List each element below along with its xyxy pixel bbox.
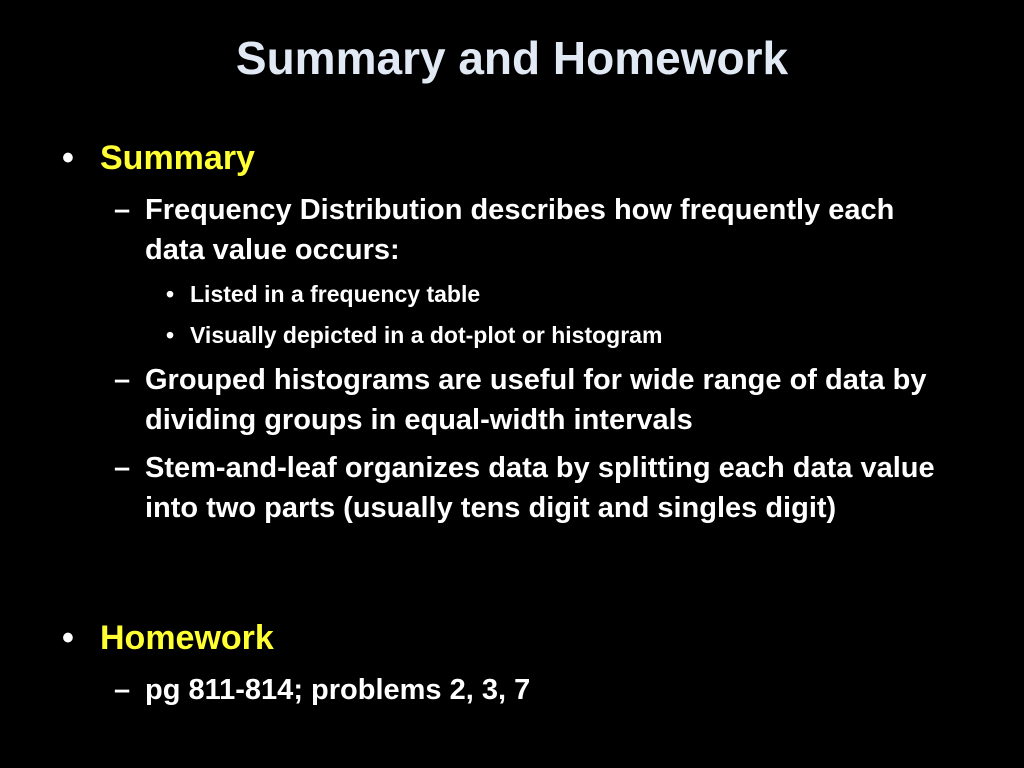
summary-point <box>0 360 955 440</box>
summary-subpoint <box>0 318 1024 352</box>
homework-heading: Homework <box>100 619 274 657</box>
summary-point <box>0 190 955 270</box>
summary-heading-item <box>0 134 1024 182</box>
dash-marker: – <box>114 364 131 396</box>
summary-point-text: Stem-and-leaf organizes data by splitting each data value into two parts (usually tens digit and singles digit) <box>145 452 935 524</box>
homework-point <box>0 670 955 710</box>
summary-point-text: Grouped histograms are useful for wide range of data by dividing groups in equal-width intervals <box>145 364 927 436</box>
summary-point <box>0 448 955 528</box>
homework-point-text: pg 811-814; problems 2, 3, 7 <box>145 674 531 706</box>
bullet-marker: • <box>62 619 74 657</box>
summary-heading: Summary <box>100 139 255 177</box>
dot-marker: • <box>166 322 175 348</box>
dash-marker: – <box>114 452 131 484</box>
dash-marker: – <box>114 194 131 226</box>
dash-marker: – <box>114 674 131 706</box>
homework-section <box>0 614 1024 710</box>
summary-section <box>0 134 1024 528</box>
summary-subpoint <box>0 277 1024 311</box>
summary-subpoint-text: Visually depicted in a dot-plot or histogram <box>190 322 663 348</box>
homework-heading-item <box>0 614 1024 662</box>
summary-subpoint-list <box>0 277 1024 352</box>
dot-marker: • <box>166 281 175 307</box>
slide-title: Summary and Homework <box>235 32 789 84</box>
summary-point-text: Frequency Distribution describes how frequently each data value occurs: <box>145 194 895 266</box>
bullet-marker: • <box>62 139 74 177</box>
summary-subpoint-text: Listed in a frequency table <box>190 281 481 307</box>
